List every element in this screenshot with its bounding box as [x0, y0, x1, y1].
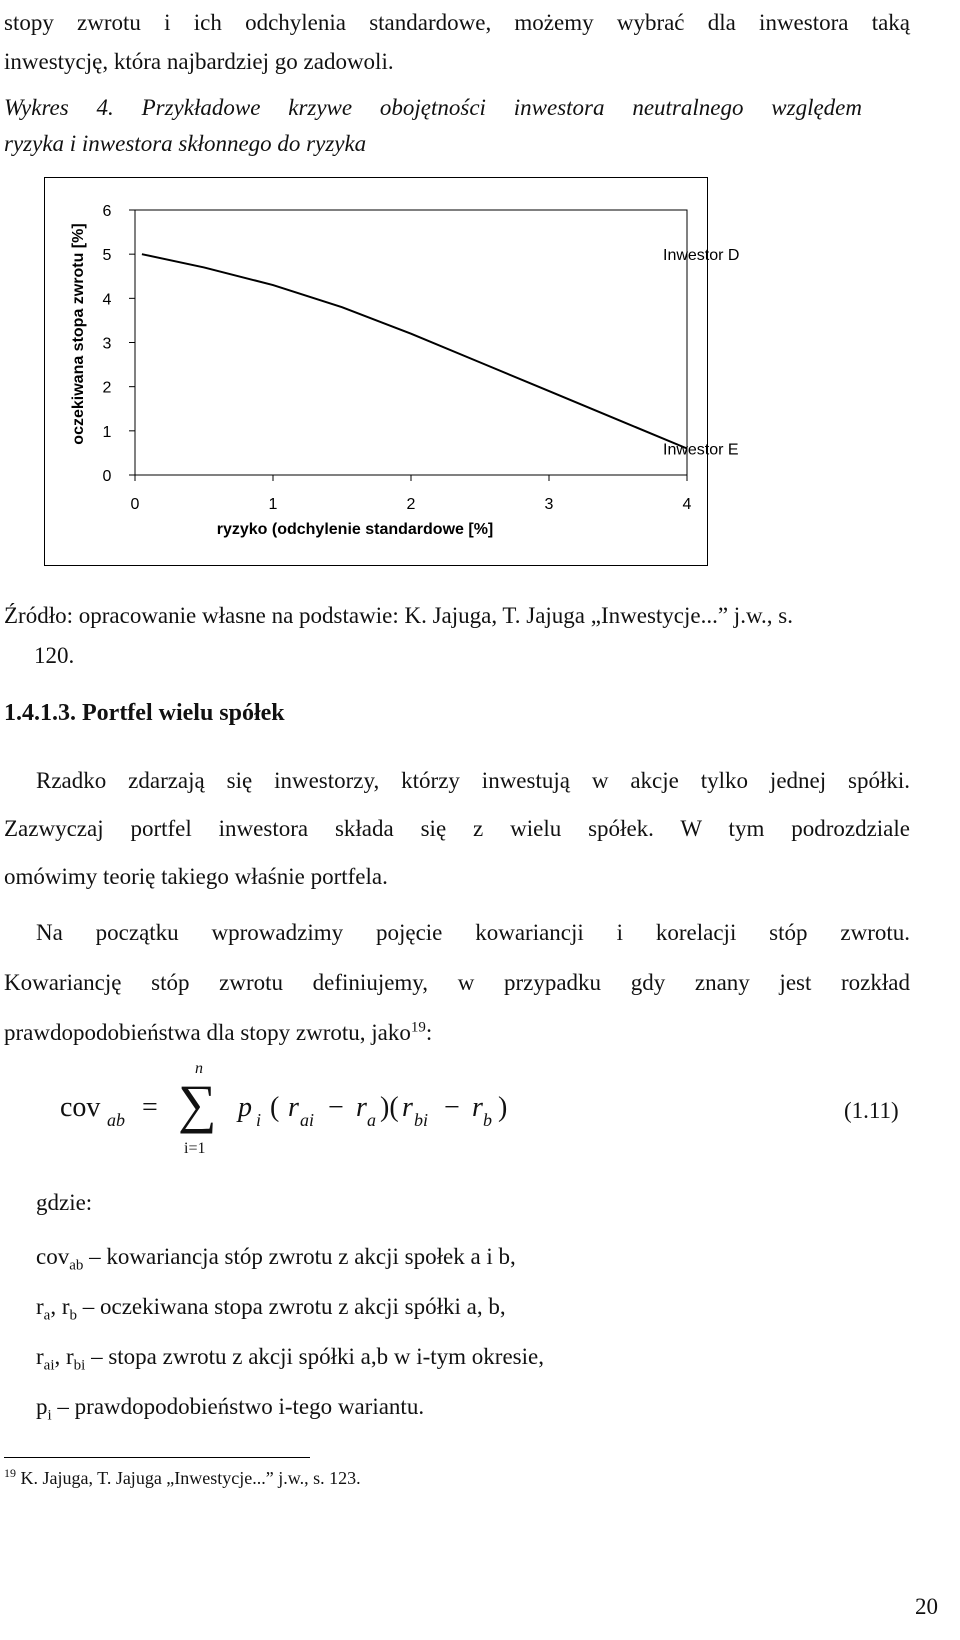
paragraph-2-line-1: Na początku wprowadzimy pojęcie kowariancji i korelacji stóp zwrotu.: [36, 920, 910, 945]
definition-cov: [36, 1234, 544, 1280]
eq-sum-lower: i=1: [184, 1140, 206, 1157]
def-cov-sub: ab: [69, 1257, 84, 1274]
def-pi-text: – prawdopodobieństwo i-tego wariantu.: [51, 1394, 425, 1419]
def-ra-rb-text: – oczekiwana stopa zwrotu z akcji spółki a, b,: [77, 1294, 506, 1319]
def-rb-symbol: , r: [50, 1294, 70, 1319]
eq-r-b-sub: b: [483, 1110, 492, 1130]
figure-caption-line-2: ryzyka i inwestora skłonnego do ryzyka: [4, 131, 367, 156]
eq-sigma: ∑: [178, 1074, 217, 1134]
y-tick-label: 1: [102, 423, 112, 441]
paragraph-2-line-3: [4, 1010, 910, 1056]
eq-r-ai-sub: ai: [300, 1110, 315, 1130]
intro-line-1: stopy zwrotu i ich odchylenia standardowe, możemy wybrać dla inwestora taką: [4, 10, 910, 35]
definitions: [36, 1180, 544, 1430]
chart-annotations: [663, 247, 739, 458]
x-tick-label: 2: [406, 496, 416, 513]
annotation-label: Inwestor E: [663, 441, 739, 459]
def-rbi-sub: bi: [73, 1357, 86, 1374]
paragraph-2-line-3-end: :: [425, 1020, 433, 1045]
chart-axes: [135, 210, 687, 475]
section-heading: 1.4.1.3. Portfel wielu spółek: [4, 700, 285, 726]
y-tick-label: 6: [102, 203, 112, 220]
eq-cov-sub: ab: [107, 1110, 125, 1130]
definition-pi: [36, 1384, 544, 1430]
paragraph-1-line-3: omówimy teorię takiego właśnie portfela.: [4, 864, 388, 889]
eq-minus-1: −: [328, 1092, 344, 1123]
eq-r-b: r: [472, 1092, 483, 1123]
definition-rai-rbi: [36, 1334, 544, 1380]
definition-ra-rb: [36, 1284, 544, 1330]
equation-number: (1.11): [844, 1098, 899, 1123]
def-rai-rbi-text: – stopa zwrotu z akcji spółki a,b w i-tym okresie,: [85, 1344, 544, 1369]
eq-sum-upper: n: [195, 1060, 203, 1077]
def-rbi-symbol: , r: [54, 1344, 74, 1369]
y-tick-label: 3: [102, 335, 112, 353]
x-tick-label: 0: [130, 496, 140, 513]
def-ra-sub: a: [43, 1307, 51, 1324]
eq-close-open-paren: )(: [380, 1092, 399, 1123]
eq-minus-2: −: [444, 1092, 460, 1123]
x-axis-label: ryzyko (odchylenie standardowe [%]: [216, 521, 494, 538]
def-ra-symbol: r: [36, 1294, 44, 1319]
eq-r-a: r: [356, 1092, 367, 1123]
eq-equals: =: [142, 1092, 158, 1123]
chart-series: [142, 254, 687, 448]
indifference-curves-chart: [45, 178, 740, 567]
annotation-label: Inwestor D: [663, 247, 740, 265]
x-tick-label: 1: [268, 496, 278, 513]
eq-r-a-sub: a: [367, 1110, 376, 1130]
y-tick-label: 2: [102, 379, 112, 397]
footnote-reference[interactable]: 19: [410, 1019, 426, 1036]
footnote: [4, 1466, 361, 1490]
footnote-number: 19: [4, 1466, 16, 1480]
def-pi-symbol: p: [36, 1394, 48, 1419]
eq-open-paren: (: [270, 1092, 280, 1123]
figure-source: [4, 596, 910, 676]
eq-r-ai: r: [288, 1092, 299, 1123]
equation-1-11: [60, 1060, 910, 1172]
x-tick-label: 3: [544, 496, 554, 513]
eq-p-sub: i: [256, 1110, 262, 1130]
plot-area-border: [135, 210, 687, 475]
def-cov-symbol: cov: [36, 1244, 70, 1269]
footnote-text: K. Jajuga, T. Jajuga „Inwestycje...” j.w., s. 123.: [16, 1468, 361, 1488]
intro-line-2: inwestycję, która najbardziej go zadowoli.: [4, 49, 394, 74]
def-cov-text: – kowariancja stóp zwrotu z akcji społek a i b,: [83, 1244, 516, 1269]
def-rai-symbol: r: [36, 1344, 44, 1369]
paragraph-2-line-3-text: prawdopodobieństwa dla stopy zwrotu, jako: [4, 1020, 411, 1045]
y-tick-label: 0: [102, 468, 112, 485]
eq-cov: cov: [60, 1092, 101, 1123]
gdzie-label: gdzie:: [36, 1190, 93, 1215]
y-tick-label: 5: [102, 247, 112, 265]
paragraph-1-line-2: Zazwyczaj portfel inwestora składa się z wielu spółek. W tym podrozdziale: [4, 816, 910, 841]
figure-caption-line-1: Wykres 4. Przykładowe krzywe obojętności inwestora neutralnego względem: [4, 95, 862, 120]
y-axis-label: oczekiwana stopa zwrotu [%]: [70, 223, 87, 445]
def-rb-sub: b: [69, 1307, 78, 1324]
series-line: [142, 254, 687, 448]
eq-close-paren: ): [498, 1092, 508, 1123]
y-tick-label: 4: [102, 291, 112, 309]
def-rai-sub: ai: [43, 1357, 55, 1374]
figure-source-line-2: 120.: [34, 643, 75, 668]
eq-p: p: [238, 1092, 252, 1123]
def-pi-sub: i: [47, 1407, 52, 1424]
eq-r-bi: r: [402, 1092, 413, 1123]
x-tick-label: 4: [682, 496, 692, 513]
paragraph-1-line-1: Rzadko zdarzają się inwestorzy, którzy inwestują w akcje tylko jednej spółki.: [36, 768, 910, 793]
paragraph-2-line-2: Kowariancję stóp zwrotu definiujemy, w przypadku gdy znany jest rozkład: [4, 970, 910, 995]
figure-source-line-1: Źródło: opracowanie własne na podstawie: K. Jajuga, T. Jajuga „Inwestycje...” j.w., s.: [4, 603, 794, 628]
page-number: 20: [915, 1594, 938, 1619]
chart-frame: [44, 177, 740, 566]
footnote-separator: [4, 1457, 310, 1458]
eq-r-bi-sub: bi: [414, 1110, 429, 1130]
chart-ticks: [103, 203, 692, 513]
